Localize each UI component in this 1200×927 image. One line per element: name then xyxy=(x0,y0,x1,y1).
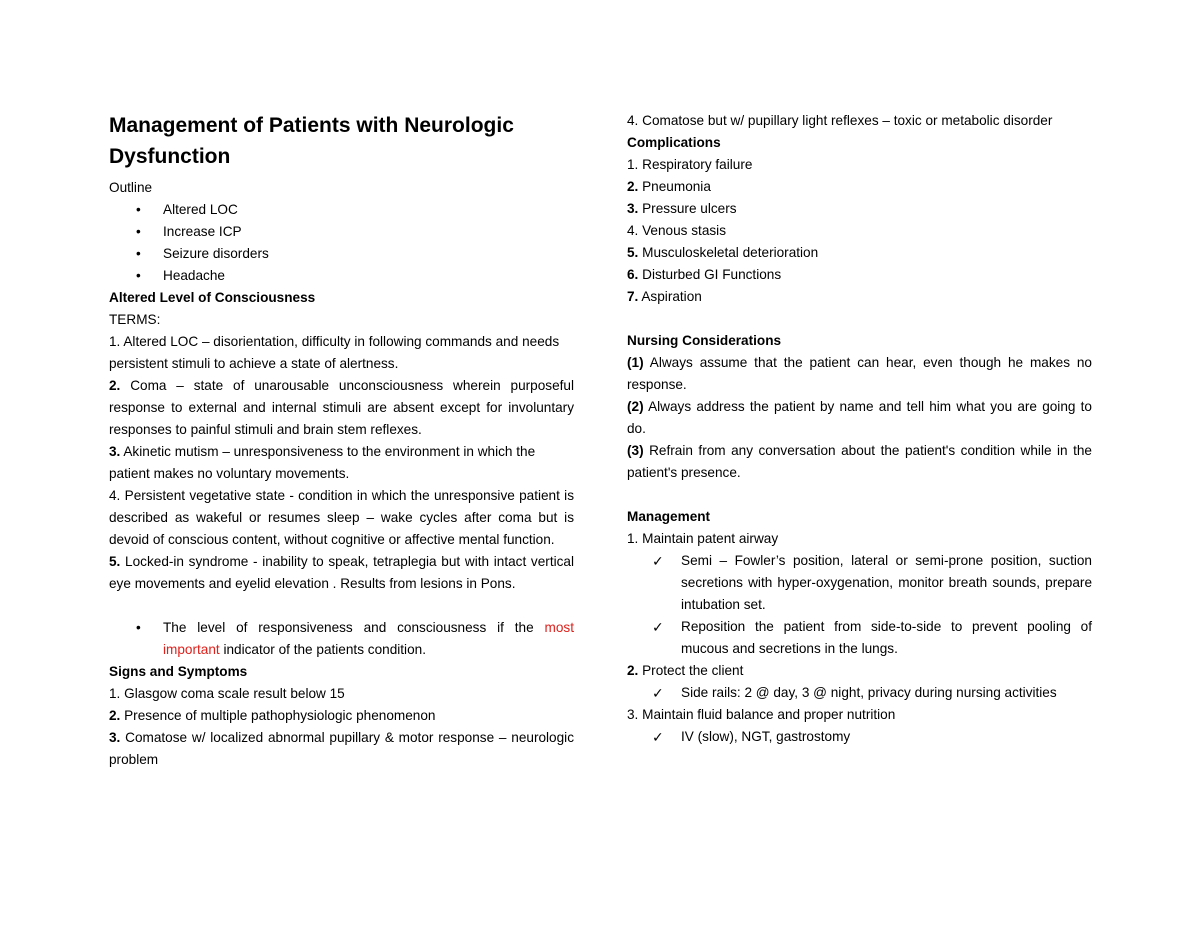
bullet-icon: • xyxy=(136,620,141,635)
outline-label: Outline xyxy=(109,180,153,195)
management-check: ✓ Semi – Fowler’s position, lateral or semi-prone position, suction secretions with hyper-oxygenation, monitor breath sounds, prepare intubation set. xyxy=(627,550,1092,616)
term-item: 1. Altered LOC – disorientation, difficulty in following commands and needs persistent stimuli to achieve a state of alertness. xyxy=(109,334,560,371)
complication-item: 2. Pneumonia xyxy=(627,179,711,194)
nursing-item: (1) Always assume that the patient can hear, even though he makes no response. xyxy=(627,355,1092,392)
nursing-heading: Nursing Considerations xyxy=(627,333,782,348)
management-heading: Management xyxy=(627,509,711,524)
check-icon: ✓ xyxy=(652,553,664,569)
check-icon: ✓ xyxy=(652,619,664,635)
nursing-item: (2) Always address the patient by name and tell him what you are going to do. xyxy=(627,399,1092,436)
term-item: 3. Akinetic mutism – unresponsiveness to the environment in which the patient makes no voluntary movements. xyxy=(109,444,536,481)
highlighted-text: most important xyxy=(163,620,574,657)
outline-item: • Headache xyxy=(109,265,574,287)
complication-item: 7. Aspiration xyxy=(627,289,702,304)
altered-loc-heading: Altered Level of Consciousness xyxy=(109,290,316,305)
document-title: Management of Patients with Neurologic Dysfunction xyxy=(109,114,514,168)
management-check: ✓ Side rails: 2 @ day, 3 @ night, privacy during nursing activities xyxy=(627,682,1092,704)
check-icon: ✓ xyxy=(652,729,664,745)
sign-item: 2. Presence of multiple pathophysiologic phenomenon xyxy=(109,708,436,723)
check-icon: ✓ xyxy=(652,685,664,701)
sign-item: 1. Glasgow coma scale result below 15 xyxy=(109,686,345,701)
nursing-item: (3) Refrain from any conversation about the patient's condition while in the patient's presence. xyxy=(627,443,1092,480)
terms-label: TERMS: xyxy=(109,312,161,327)
outline-item: • Seizure disorders xyxy=(109,243,574,265)
sign-item: 4. Comatose but w/ pupillary light reflexes – toxic or metabolic disorder xyxy=(627,113,1053,128)
complication-item: 5. Musculoskeletal deterioration xyxy=(627,245,819,260)
signs-heading: Signs and Symptoms xyxy=(109,664,248,679)
term-item: 2. Coma – state of unarousable unconsciousness wherein purposeful response to external and internal stimuli are absent except for involuntary responses to painful stimuli and brain stem reflexes. xyxy=(109,378,574,437)
complications-heading: Complications xyxy=(627,135,721,150)
sign-item: 3. Comatose w/ localized abnormal pupillary & motor response – neurologic problem xyxy=(109,730,574,767)
management-check: ✓ IV (slow), NGT, gastrostomy xyxy=(627,726,1092,748)
term-item: 4. Persistent vegetative state - condition in which the unresponsive patient is described as wakeful or resumes sleep – wake cycles after coma but is devoid of conscious content, without cognitive or affective mental function. xyxy=(109,488,574,547)
bullet-icon: • xyxy=(136,246,141,261)
bullet-icon: • xyxy=(136,268,141,283)
left-column xyxy=(109,110,574,771)
outline-item: • Increase ICP xyxy=(109,221,574,243)
management-item: 1. Maintain patent airway xyxy=(627,531,779,546)
complication-item: 1. Respiratory failure xyxy=(627,157,753,172)
right-column xyxy=(627,110,1092,748)
complication-item: 6. Disturbed GI Functions xyxy=(627,267,782,282)
management-item: 2. Protect the client xyxy=(627,663,744,678)
outline-item: • Altered LOC xyxy=(109,199,574,221)
management-check: ✓ Reposition the patient from side-to-side to prevent pooling of mucous and secretions in the lungs. xyxy=(627,616,1092,660)
bullet-icon: • xyxy=(136,224,141,239)
bullet-icon: • xyxy=(136,202,141,217)
complication-item: 3. Pressure ulcers xyxy=(627,201,737,216)
term-item: 5. Locked-in syndrome - inability to speak, tetraplegia but with intact vertical eye movements and eyelid elevation . Results from lesions in Pons. xyxy=(109,554,574,591)
important-note: • The level of responsiveness and consciousness if the most important indicator of the patients condition. xyxy=(109,617,574,661)
management-item: 3. Maintain fluid balance and proper nutrition xyxy=(627,707,896,722)
complication-item: 4. Venous stasis xyxy=(627,223,726,238)
